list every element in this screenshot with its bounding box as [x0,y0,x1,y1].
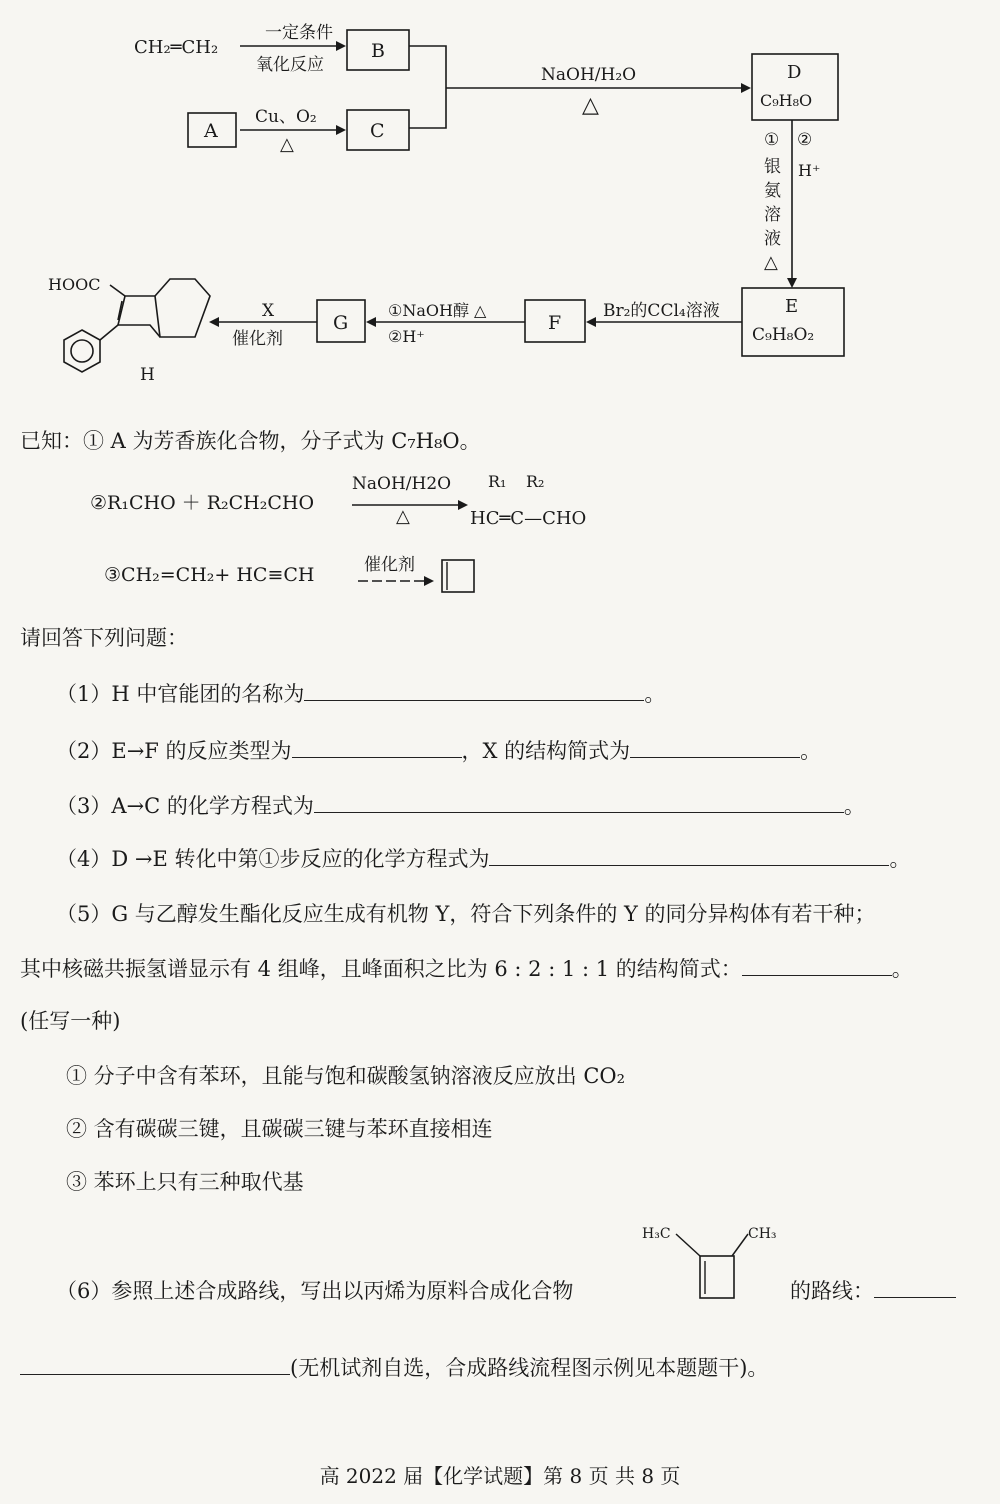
question-3: （3）A→C 的化学方程式为 。 [56,794,865,818]
cond-ethylene-b-bottom: 氧化反应 [256,55,324,75]
question-5-line2: 其中核磁共振氢谱显示有 4 组峰，且峰面积之比为 6 : 2 : 1 : 1 的结构简式： 。 [20,957,913,981]
box-f-label: F [548,312,562,334]
cond-de-step2: H⁺ [798,161,821,180]
box-d-label: D [787,62,802,83]
known-item2 [90,470,650,540]
box-g-label: G [333,312,349,334]
question-4: （4）D →E 转化中第①步反应的化学方程式为 。 [56,847,911,871]
question-6-line2: (无机试剂自选，合成路线流程图示例见本题题干)。 [20,1352,768,1382]
known-item2-cond-bottom: △ [396,506,410,527]
known-intro: 已知：① A 为芳香族化合物，分子式为 C₇H₈O。 [20,429,481,453]
cond-de-step1-4: △ [764,252,778,273]
box-c-label: C [370,120,385,142]
answer-blank-q2b[interactable] [630,756,800,758]
known-item2-r2: R₂ [526,472,545,491]
cond-de-step1-1: 氨 [764,181,781,201]
box-b-label: B [371,40,385,62]
known-item3-cond: 催化剂 [364,555,415,575]
cond-g-h-bottom: 催化剂 [232,329,283,349]
known-item2-arrow [352,498,472,512]
answer-blank-q3[interactable] [314,811,844,813]
box-d-formula: C₉H₈O [760,91,813,110]
cond-de-step1-num: ① [764,130,780,150]
answer-blank-q2a[interactable] [292,756,462,758]
cond-f-g-1: ①NaOH醇 △ [388,301,487,320]
answer-blank-q5[interactable] [742,974,892,976]
compound-h-label: H [140,365,155,385]
cond-f-g-2: ②H⁺ [388,327,425,346]
cond-de-step1-3: 液 [764,229,781,249]
known-item3-arrow [358,574,438,588]
answer-blank-q6a[interactable] [874,1296,956,1298]
answer-blank-q4[interactable] [489,864,889,866]
question-1: （1）H 中官能团的名称为 。 [56,682,666,706]
box-e-label: E [785,296,799,317]
cond-g-h-top: X [262,301,275,321]
page-footer: 高 2022 届【化学试题】第 8 页 共 8 页 [319,1464,681,1488]
answer-blank-q6b[interactable] [20,1373,290,1375]
known-item3-left: ③CH₂=CH₂+ HC≡CH [104,564,315,586]
reaction-scheme [0,0,1000,400]
question-2: （2）E→F 的反应类型为 ，X 的结构简式为 。 [56,739,822,763]
cond-bc-d-top: NaOH/H₂O [541,65,637,85]
cond-de-step1-2: 溶 [764,205,781,225]
cond-de-step1-0: 银 [764,157,781,177]
known-item2-cond-top: NaOH/H2O [352,474,452,494]
cond-e-f: Br₂的CCl₄溶液 [603,301,720,321]
dimethyl-cyclobutene-structure [640,1218,790,1313]
box-e-formula: C₉H₈O₂ [752,325,815,345]
cond-bc-d-bottom: △ [582,93,599,118]
cond-de-step2-num: ② [797,130,813,150]
questions-prompt: 请回答下列问题： [20,626,188,650]
known-item2-product: HC═C—CHO [470,508,587,529]
question-5-line3: (任写一种) [20,1009,121,1033]
condition-2: ② 含有碳碳三键，且碳碳三键与苯环直接相连 [66,1117,493,1141]
question-6-line1: （6）参照上述合成路线，写出以丙烯为原料合成化合物 [56,1279,574,1303]
known-item3 [104,548,504,598]
known-item2-r1: R₁ [488,472,507,491]
cond-a-c-bottom: △ [280,134,294,155]
q6-ch3-label: CH₃ [748,1226,777,1242]
known-item2-left: ②R₁CHO ＋ R₂CH₂CHO [90,492,315,514]
compound-h-cooh: HOOC [48,275,101,294]
cond-a-c-top: Cu、O₂ [255,107,317,127]
cond-ethylene-b-top: 一定条件 [265,23,333,43]
ethylene-label: CH₂═CH₂ [134,37,219,58]
condition-3: ③ 苯环上只有三种取代基 [66,1170,304,1194]
q6-h3c-label: H₃C [642,1226,671,1242]
condition-1: ① 分子中含有苯环，且能与饱和碳酸氢钠溶液反应放出 CO₂ [66,1064,626,1088]
answer-blank-q1[interactable] [304,699,644,701]
cyclobutene-icon [438,556,478,596]
box-a-label: A [204,120,218,142]
question-6-line1-tail: 的路线： [790,1275,956,1305]
question-5-line1: （5）G 与乙醇发生酯化反应生成有机物 Y，符合下列条件的 Y 的同分异构体有若干种； [56,902,876,926]
